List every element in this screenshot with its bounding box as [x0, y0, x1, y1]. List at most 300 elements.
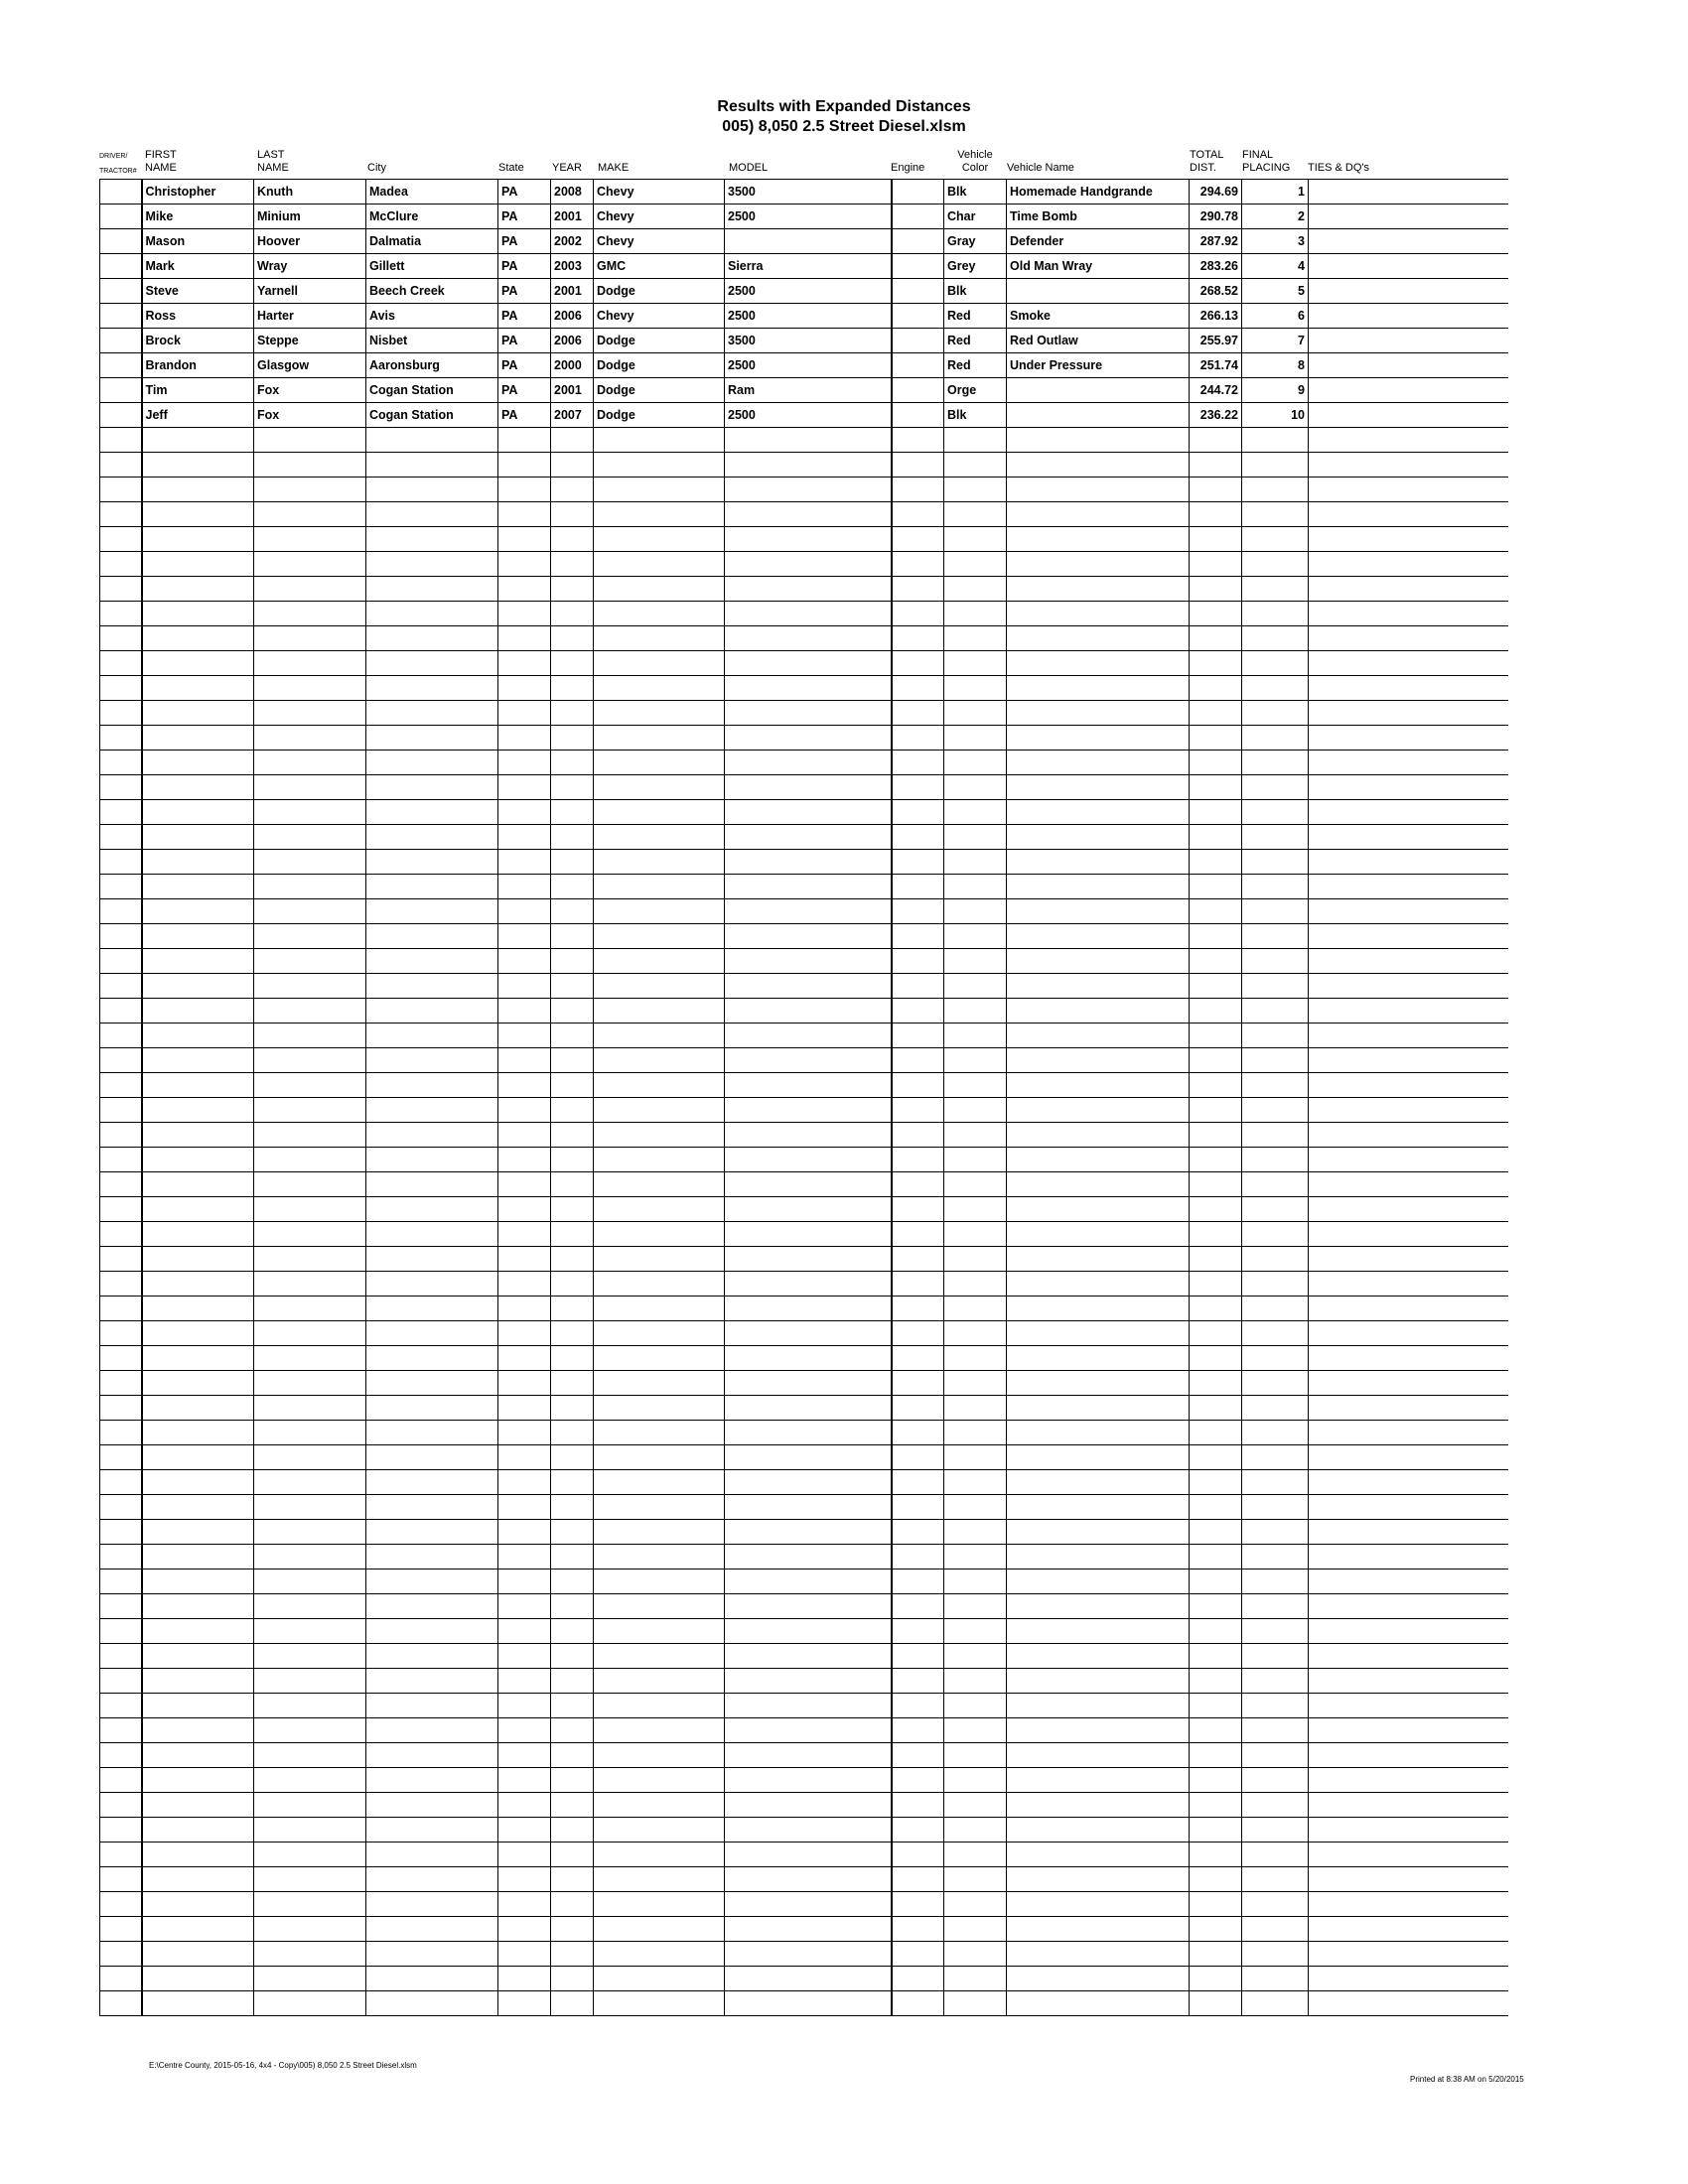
- cell-make: [594, 453, 725, 478]
- cell-model: [725, 1644, 892, 1669]
- cell-total-dist: [1190, 1570, 1242, 1594]
- cell-ties-dqs: [1309, 1371, 1508, 1396]
- cell-final-placing: [1242, 1346, 1309, 1371]
- cell-state: [498, 1148, 551, 1172]
- cell-vehicle-color: Red: [944, 353, 1007, 378]
- table-row: [100, 1148, 1508, 1172]
- cell-first-name: [142, 1967, 254, 1991]
- cell-final-placing: [1242, 577, 1309, 602]
- cell-engine: [892, 1942, 944, 1967]
- cell-make: [594, 1024, 725, 1048]
- cell-driver-tractor: [100, 1346, 142, 1371]
- cell-total-dist: [1190, 850, 1242, 875]
- cell-last-name: [254, 1123, 366, 1148]
- cell-vehicle-color: [944, 850, 1007, 875]
- cell-total-dist: [1190, 1421, 1242, 1445]
- cell-last-name: [254, 1694, 366, 1718]
- cell-year: [551, 1843, 594, 1867]
- cell-city: [366, 1346, 498, 1371]
- cell-model: [725, 1445, 892, 1470]
- cell-driver-tractor: [100, 279, 142, 304]
- cell-state: [498, 1222, 551, 1247]
- table-row: [100, 602, 1508, 626]
- cell-final-placing: [1242, 1942, 1309, 1967]
- cell-state: [498, 428, 551, 453]
- cell-vehicle-color: Orge: [944, 378, 1007, 403]
- cell-first-name: [142, 1768, 254, 1793]
- cell-driver-tractor: [100, 1321, 142, 1346]
- cell-year: [551, 1222, 594, 1247]
- cell-state: [498, 1371, 551, 1396]
- cell-year: [551, 1520, 594, 1545]
- cell-vehicle-name: [1007, 1718, 1190, 1743]
- cell-engine: [892, 1371, 944, 1396]
- cell-driver-tractor: [100, 1371, 142, 1396]
- cell-state: [498, 1768, 551, 1793]
- cell-city: [366, 478, 498, 502]
- cell-driver-tractor: [100, 229, 142, 254]
- cell-model: [725, 875, 892, 899]
- header-ties-dqs: TIES & DQ's: [1308, 162, 1369, 174]
- cell-first-name: [142, 1445, 254, 1470]
- cell-final-placing: 2: [1242, 205, 1309, 229]
- cell-first-name: Tim: [142, 378, 254, 403]
- cell-first-name: [142, 1297, 254, 1321]
- cell-ties-dqs: [1309, 626, 1508, 651]
- cell-engine: [892, 974, 944, 999]
- cell-total-dist: [1190, 478, 1242, 502]
- table-row: [100, 726, 1508, 751]
- cell-engine: [892, 602, 944, 626]
- cell-make: [594, 676, 725, 701]
- table-row: [100, 1718, 1508, 1743]
- cell-ties-dqs: [1309, 974, 1508, 999]
- cell-state: [498, 1073, 551, 1098]
- cell-first-name: [142, 552, 254, 577]
- cell-make: Chevy: [594, 229, 725, 254]
- cell-vehicle-color: [944, 1520, 1007, 1545]
- cell-first-name: [142, 626, 254, 651]
- cell-final-placing: [1242, 1148, 1309, 1172]
- cell-vehicle-color: [944, 502, 1007, 527]
- cell-ties-dqs: [1309, 1718, 1508, 1743]
- cell-last-name: [254, 502, 366, 527]
- cell-driver-tractor: [100, 1768, 142, 1793]
- table-row: [100, 1644, 1508, 1669]
- cell-city: [366, 701, 498, 726]
- cell-first-name: [142, 577, 254, 602]
- cell-first-name: [142, 1917, 254, 1942]
- cell-model: [725, 1346, 892, 1371]
- cell-last-name: [254, 1371, 366, 1396]
- cell-driver-tractor: [100, 974, 142, 999]
- cell-engine: [892, 1743, 944, 1768]
- cell-state: PA: [498, 378, 551, 403]
- table-row: [100, 875, 1508, 899]
- cell-first-name: [142, 726, 254, 751]
- cell-engine: [892, 1917, 944, 1942]
- cell-make: [594, 1867, 725, 1892]
- cell-total-dist: 294.69: [1190, 180, 1242, 205]
- cell-state: [498, 701, 551, 726]
- cell-model: [725, 1048, 892, 1073]
- cell-state: [498, 974, 551, 999]
- cell-model: [725, 1495, 892, 1520]
- cell-state: [498, 1917, 551, 1942]
- cell-first-name: [142, 1743, 254, 1768]
- cell-driver-tractor: [100, 205, 142, 229]
- cell-city: Madea: [366, 180, 498, 205]
- cell-state: [498, 1669, 551, 1694]
- cell-model: [725, 577, 892, 602]
- cell-state: [498, 1024, 551, 1048]
- cell-first-name: [142, 1495, 254, 1520]
- table-row: [100, 1594, 1508, 1619]
- cell-first-name: [142, 1619, 254, 1644]
- cell-vehicle-name: [1007, 1743, 1190, 1768]
- cell-first-name: [142, 1172, 254, 1197]
- cell-make: Dodge: [594, 329, 725, 353]
- cell-final-placing: [1242, 850, 1309, 875]
- cell-last-name: Wray: [254, 254, 366, 279]
- cell-vehicle-color: [944, 701, 1007, 726]
- cell-make: [594, 1768, 725, 1793]
- cell-first-name: [142, 949, 254, 974]
- cell-ties-dqs: [1309, 1172, 1508, 1197]
- header-final-placing: [1242, 149, 1290, 179]
- table-row: [100, 1098, 1508, 1123]
- cell-vehicle-color: [944, 1073, 1007, 1098]
- report-title-line1: Results with Expanded Distances: [717, 98, 971, 115]
- cell-total-dist: [1190, 1197, 1242, 1222]
- cell-total-dist: [1190, 1594, 1242, 1619]
- cell-driver-tractor: [100, 1073, 142, 1098]
- cell-city: [366, 1197, 498, 1222]
- cell-model: [725, 1942, 892, 1967]
- cell-driver-tractor: [100, 1272, 142, 1297]
- table-row: [100, 279, 1508, 304]
- cell-driver-tractor: [100, 577, 142, 602]
- cell-final-placing: [1242, 1371, 1309, 1396]
- cell-model: [725, 1421, 892, 1445]
- cell-engine: [892, 428, 944, 453]
- cell-engine: [892, 775, 944, 800]
- cell-make: [594, 478, 725, 502]
- cell-vehicle-color: [944, 1768, 1007, 1793]
- cell-year: [551, 999, 594, 1024]
- cell-make: [594, 1917, 725, 1942]
- cell-engine: [892, 180, 944, 205]
- cell-model: [725, 1024, 892, 1048]
- cell-ties-dqs: [1309, 502, 1508, 527]
- cell-final-placing: [1242, 1396, 1309, 1421]
- cell-vehicle-color: [944, 602, 1007, 626]
- cell-state: [498, 1743, 551, 1768]
- cell-ties-dqs: [1309, 651, 1508, 676]
- cell-last-name: [254, 1818, 366, 1843]
- cell-vehicle-color: [944, 552, 1007, 577]
- cell-year: [551, 751, 594, 775]
- cell-final-placing: [1242, 651, 1309, 676]
- cell-total-dist: [1190, 800, 1242, 825]
- cell-first-name: [142, 800, 254, 825]
- cell-total-dist: [1190, 1222, 1242, 1247]
- cell-year: 2006: [551, 329, 594, 353]
- cell-vehicle-name: [1007, 1321, 1190, 1346]
- cell-state: [498, 1098, 551, 1123]
- cell-last-name: [254, 875, 366, 899]
- cell-engine: [892, 1520, 944, 1545]
- cell-vehicle-color: [944, 1024, 1007, 1048]
- cell-city: Gillett: [366, 254, 498, 279]
- cell-city: [366, 1793, 498, 1818]
- cell-ties-dqs: [1309, 1495, 1508, 1520]
- cell-ties-dqs: [1309, 1991, 1508, 2016]
- cell-last-name: [254, 1967, 366, 1991]
- cell-last-name: [254, 1545, 366, 1570]
- cell-total-dist: [1190, 726, 1242, 751]
- cell-total-dist: [1190, 1669, 1242, 1694]
- cell-vehicle-color: [944, 1718, 1007, 1743]
- cell-engine: [892, 1172, 944, 1197]
- cell-year: [551, 1148, 594, 1172]
- cell-model: 2500: [725, 304, 892, 329]
- cell-year: [551, 1197, 594, 1222]
- cell-make: GMC: [594, 254, 725, 279]
- cell-engine: [892, 1694, 944, 1718]
- cell-city: [366, 1619, 498, 1644]
- cell-final-placing: [1242, 701, 1309, 726]
- cell-vehicle-color: [944, 1669, 1007, 1694]
- cell-model: [725, 1098, 892, 1123]
- cell-ties-dqs: [1309, 1843, 1508, 1867]
- cell-final-placing: [1242, 751, 1309, 775]
- header-total-dist: [1190, 149, 1223, 179]
- cell-vehicle-color: [944, 1222, 1007, 1247]
- cell-engine: [892, 229, 944, 254]
- cell-driver-tractor: [100, 527, 142, 552]
- cell-state: [498, 527, 551, 552]
- cell-vehicle-name: Under Pressure: [1007, 353, 1190, 378]
- cell-last-name: [254, 1470, 366, 1495]
- cell-engine: [892, 676, 944, 701]
- table-row: [100, 1321, 1508, 1346]
- cell-engine: [892, 1297, 944, 1321]
- cell-engine: [892, 1123, 944, 1148]
- cell-final-placing: 3: [1242, 229, 1309, 254]
- table-row: [100, 974, 1508, 999]
- cell-year: [551, 1867, 594, 1892]
- cell-engine: [892, 329, 944, 353]
- cell-first-name: [142, 1346, 254, 1371]
- cell-last-name: [254, 701, 366, 726]
- cell-final-placing: [1242, 527, 1309, 552]
- cell-year: [551, 875, 594, 899]
- cell-final-placing: [1242, 1594, 1309, 1619]
- cell-first-name: [142, 1867, 254, 1892]
- cell-city: [366, 1321, 498, 1346]
- cell-driver-tractor: [100, 453, 142, 478]
- cell-final-placing: [1242, 825, 1309, 850]
- cell-vehicle-name: [1007, 875, 1190, 899]
- cell-vehicle-color: [944, 1297, 1007, 1321]
- cell-model: [725, 1718, 892, 1743]
- cell-final-placing: [1242, 1793, 1309, 1818]
- cell-first-name: [142, 875, 254, 899]
- cell-final-placing: [1242, 478, 1309, 502]
- cell-vehicle-name: [1007, 1694, 1190, 1718]
- cell-model: [725, 453, 892, 478]
- table-row: [100, 378, 1508, 403]
- cell-ties-dqs: [1309, 453, 1508, 478]
- cell-make: [594, 999, 725, 1024]
- cell-total-dist: [1190, 577, 1242, 602]
- cell-first-name: Ross: [142, 304, 254, 329]
- cell-first-name: [142, 651, 254, 676]
- cell-last-name: [254, 1942, 366, 1967]
- cell-vehicle-color: [944, 1619, 1007, 1644]
- cell-ties-dqs: [1309, 1024, 1508, 1048]
- cell-vehicle-name: [1007, 1793, 1190, 1818]
- cell-first-name: [142, 602, 254, 626]
- table-row: [100, 1297, 1508, 1321]
- table-row: [100, 825, 1508, 850]
- cell-model: Ram: [725, 378, 892, 403]
- cell-year: [551, 1594, 594, 1619]
- cell-driver-tractor: [100, 651, 142, 676]
- cell-engine: [892, 726, 944, 751]
- table-row: [100, 304, 1508, 329]
- cell-model: [725, 800, 892, 825]
- cell-total-dist: [1190, 875, 1242, 899]
- cell-year: [551, 1421, 594, 1445]
- cell-make: Chevy: [594, 180, 725, 205]
- cell-last-name: [254, 1297, 366, 1321]
- table-row: [100, 850, 1508, 875]
- cell-model: [725, 949, 892, 974]
- cell-final-placing: [1242, 1098, 1309, 1123]
- cell-ties-dqs: [1309, 428, 1508, 453]
- cell-make: Dodge: [594, 378, 725, 403]
- cell-first-name: Mike: [142, 205, 254, 229]
- cell-year: [551, 552, 594, 577]
- cell-total-dist: 287.92: [1190, 229, 1242, 254]
- cell-engine: [892, 1892, 944, 1917]
- cell-engine: [892, 1495, 944, 1520]
- cell-city: [366, 1396, 498, 1421]
- cell-year: [551, 1470, 594, 1495]
- cell-driver-tractor: [100, 403, 142, 428]
- cell-model: [725, 1172, 892, 1197]
- cell-state: [498, 1892, 551, 1917]
- results-table-body: [100, 180, 1508, 2016]
- cell-ties-dqs: [1309, 1917, 1508, 1942]
- cell-make: [594, 602, 725, 626]
- cell-driver-tractor: [100, 1793, 142, 1818]
- cell-make: [594, 1297, 725, 1321]
- cell-city: [366, 1371, 498, 1396]
- cell-first-name: [142, 775, 254, 800]
- cell-total-dist: [1190, 1843, 1242, 1867]
- cell-total-dist: [1190, 1098, 1242, 1123]
- cell-year: [551, 701, 594, 726]
- cell-state: [498, 1843, 551, 1867]
- cell-model: [725, 775, 892, 800]
- cell-driver-tractor: [100, 1297, 142, 1321]
- cell-model: 2500: [725, 353, 892, 378]
- cell-engine: [892, 1396, 944, 1421]
- cell-vehicle-color: Blk: [944, 180, 1007, 205]
- cell-make: [594, 1570, 725, 1594]
- table-row: [100, 1991, 1508, 2016]
- cell-driver-tractor: [100, 353, 142, 378]
- cell-last-name: [254, 1892, 366, 1917]
- cell-final-placing: [1242, 1445, 1309, 1470]
- cell-engine: [892, 1967, 944, 1991]
- cell-make: [594, 1445, 725, 1470]
- cell-city: [366, 1967, 498, 1991]
- cell-vehicle-name: [1007, 751, 1190, 775]
- cell-ties-dqs: [1309, 1768, 1508, 1793]
- cell-city: Dalmatia: [366, 229, 498, 254]
- cell-vehicle-name: [1007, 552, 1190, 577]
- cell-final-placing: [1242, 1321, 1309, 1346]
- cell-vehicle-color: Red: [944, 304, 1007, 329]
- cell-driver-tractor: [100, 1048, 142, 1073]
- cell-vehicle-name: [1007, 1495, 1190, 1520]
- cell-year: 2007: [551, 403, 594, 428]
- cell-last-name: Steppe: [254, 329, 366, 353]
- cell-vehicle-color: [944, 875, 1007, 899]
- cell-year: [551, 1619, 594, 1644]
- cell-vehicle-color: [944, 800, 1007, 825]
- cell-state: PA: [498, 180, 551, 205]
- cell-engine: [892, 527, 944, 552]
- cell-city: [366, 1073, 498, 1098]
- cell-driver-tractor: [100, 825, 142, 850]
- cell-vehicle-color: [944, 1421, 1007, 1445]
- cell-year: [551, 1942, 594, 1967]
- cell-vehicle-color: [944, 974, 1007, 999]
- cell-engine: [892, 1545, 944, 1570]
- cell-engine: [892, 899, 944, 924]
- cell-ties-dqs: [1309, 726, 1508, 751]
- cell-make: [594, 1247, 725, 1272]
- cell-total-dist: [1190, 428, 1242, 453]
- cell-year: [551, 974, 594, 999]
- cell-make: [594, 924, 725, 949]
- cell-engine: [892, 1793, 944, 1818]
- cell-year: [551, 1818, 594, 1843]
- cell-ties-dqs: [1309, 825, 1508, 850]
- cell-model: [725, 676, 892, 701]
- cell-engine: [892, 949, 944, 974]
- cell-total-dist: [1190, 701, 1242, 726]
- cell-city: [366, 1247, 498, 1272]
- cell-final-placing: [1242, 502, 1309, 527]
- cell-driver-tractor: [100, 478, 142, 502]
- cell-vehicle-name: [1007, 1619, 1190, 1644]
- cell-total-dist: [1190, 1942, 1242, 1967]
- table-row: [100, 775, 1508, 800]
- cell-model: [725, 428, 892, 453]
- cell-first-name: [142, 1669, 254, 1694]
- header-first-name: [145, 149, 177, 179]
- cell-last-name: [254, 1793, 366, 1818]
- cell-final-placing: [1242, 1669, 1309, 1694]
- cell-vehicle-name: [1007, 1669, 1190, 1694]
- cell-vehicle-color: [944, 751, 1007, 775]
